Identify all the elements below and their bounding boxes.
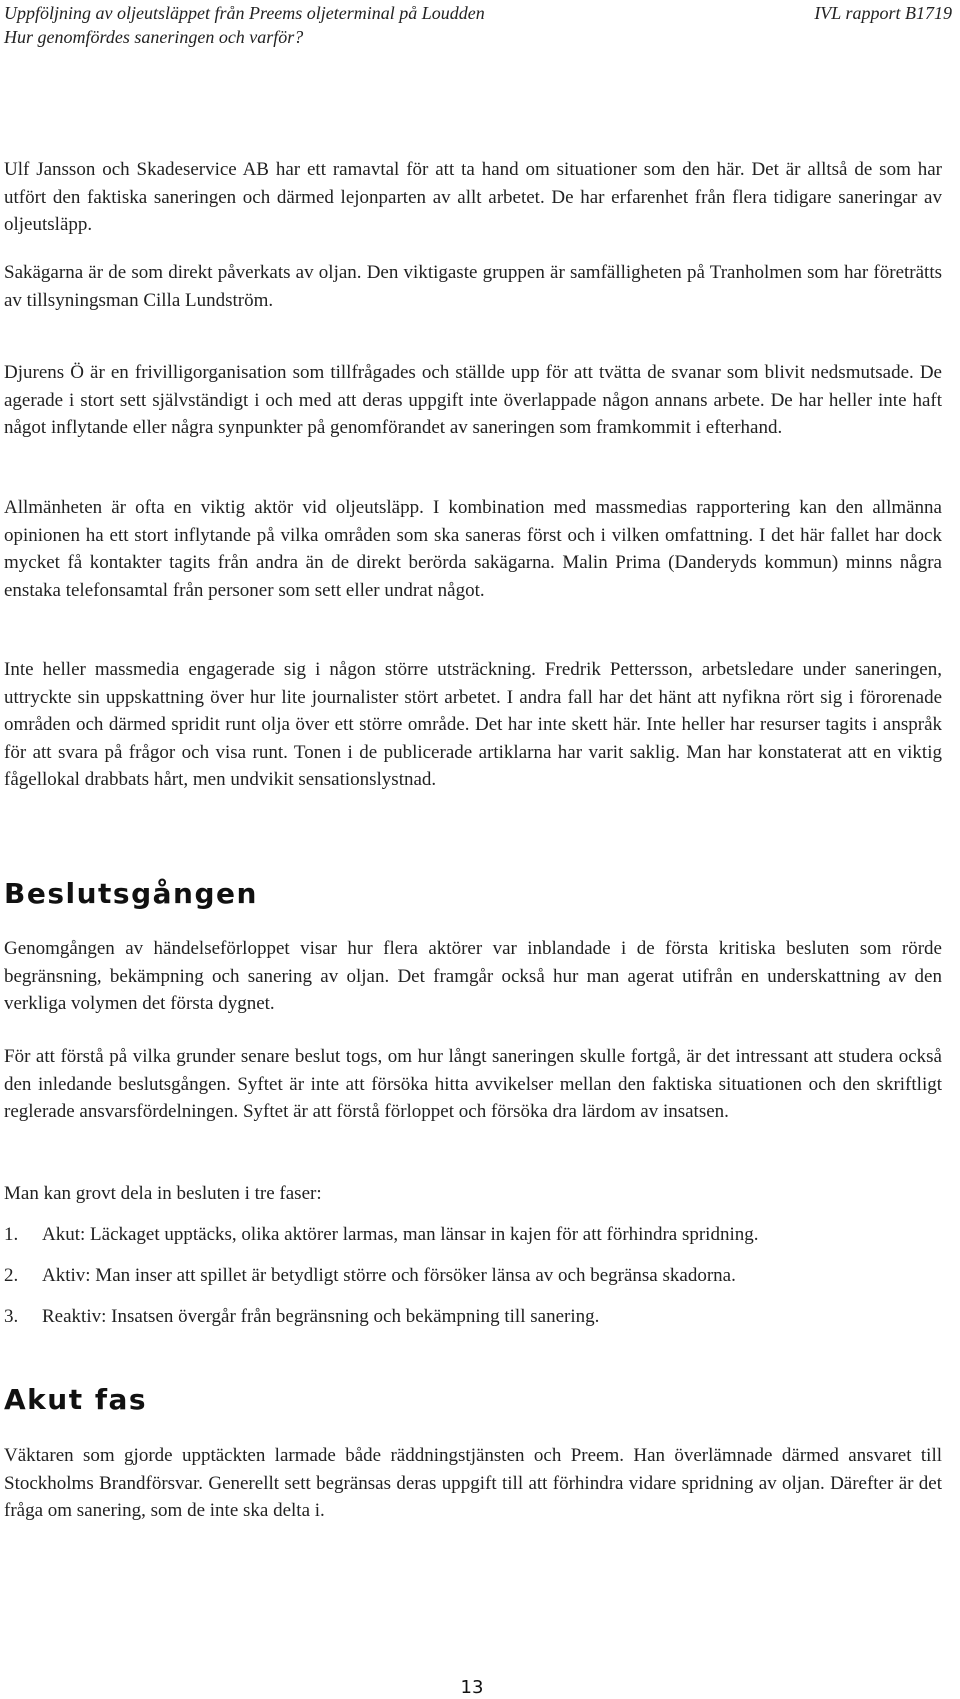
list-item-text: Aktiv: Man inser att spillet är betydligt större och försöker länsa av och begränsa skadorna.: [42, 1265, 736, 1286]
paragraph: Man kan grovt dela in besluten i tre faser:: [4, 1183, 322, 1204]
list-item: [4, 1262, 942, 1290]
paragraph: Allmänheten är ofta en viktig aktör vid oljeutsläpp. I kombination med massmedias rapportering kan den allmänna opinionen ha ett stort inflytande på vilka områden som ska saneras först och i vilken omfattning. I det här fallet har dock mycket få kontakter tagits från andra än de direkt berörda sakägarna. Malin Prima (Danderyds kommun) minns några enstaka telefonsamtal från personer som sett eller undrat något.: [4, 497, 942, 601]
paragraph: För att förstå på vilka grunder senare beslut togs, om hur långt saneringen skulle fortgå, är det intressant att studera också den inledande beslutsgången. Syftet är inte att försöka hitta avvikelser mellan den faktiska situationen och den skriftligt reglerade ansvarsfördelningen. Syftet är att förstå förloppet och försöka dra lärdom av insatsen.: [4, 1046, 942, 1122]
paragraph: Genomgången av händelseförloppet visar hur flera aktörer var inblandade i de första kritiska besluten som rörde begränsning, bekämpning och sanering av oljan. Det framgår också hur man agerat utifrån en underskattning av den verkliga volymen det första dygnet.: [4, 938, 942, 1014]
running-header-subtitle: Hur genomfördes saneringen och varför?: [4, 27, 304, 47]
paragraph: Väktaren som gjorde upptäckten larmade både räddningstjänsten och Preem. Han överlämnade därmed ansvaret till Stockholms Brandförsvar. Generellt sett begränsas deras uppgift till att förhindra vidare spridning av oljan. Därefter är det fråga om sanering, som de inte ska delta i.: [4, 1445, 942, 1521]
running-header-title: Uppföljning av oljeutsläppet från Preems oljeterminal på Loudden: [4, 3, 485, 23]
paragraph: Inte heller massmedia engagerade sig i någon större utsträckning. Fredrik Pettersson, arbetsledare under saneringen, uttryckte sin uppskattning över hur lite journalister stört arbetet. I andra fall har det hänt att nyfikna rört sig i förorenade områden och därmed spridit runt olja över ett större område. Det har inte skett här. Inte heller har resurser tagits i anspråk för att svara på frågor och visa runt. Tonen i de publicerade artiklarna har varit saklig. Man har konstaterat att en viktig fågellokal drabbats hårt, men undvikit sensationslystnad.: [4, 659, 942, 790]
page-number: 13: [460, 1677, 484, 1698]
list-item-text: Reaktiv: Insatsen övergår från begränsning och bekämpning till sanering.: [42, 1306, 600, 1327]
paragraph: Sakägarna är de som direkt påverkats av oljan. Den viktigaste gruppen är samfälligheten på Tranholmen som har företrätts av tillsyningsman Cilla Lundström.: [4, 262, 942, 311]
list-item-number: 1.: [4, 1224, 19, 1245]
section-heading: Beslutsgången: [4, 877, 258, 910]
list-item: [4, 1303, 942, 1331]
list-item-number: 2.: [4, 1265, 19, 1286]
list-item: [4, 1221, 942, 1249]
list-item-text: Akut: Läckaget upptäcks, olika aktörer larmas, man länsar in kajen för att förhindra spridning.: [42, 1224, 759, 1245]
section-heading: Akut fas: [4, 1383, 148, 1416]
running-header-report-id: IVL rapport B1719: [814, 3, 952, 23]
paragraph: Ulf Jansson och Skadeservice AB har ett ramavtal för att ta hand om situationer som den här. Det är alltså de som har utfört den faktiska saneringen och därmed lejonparten av allt arbetet. De har erfarenhet från flera tidigare saneringar av oljeutsläpp.: [4, 159, 942, 235]
list-item-number: 3.: [4, 1306, 19, 1327]
paragraph: Djurens Ö är en frivilligorganisation som tillfrågades och ställde upp för att tvätta de svanar som blivit nedsmutsade. De agerade i stort sett självständigt i och med att deras uppgift inte överlappade någon annans arbete. De har heller inte haft något inflytande eller några synpunkter på genomförandet av saneringen som framkommit i efterhand.: [4, 362, 942, 438]
